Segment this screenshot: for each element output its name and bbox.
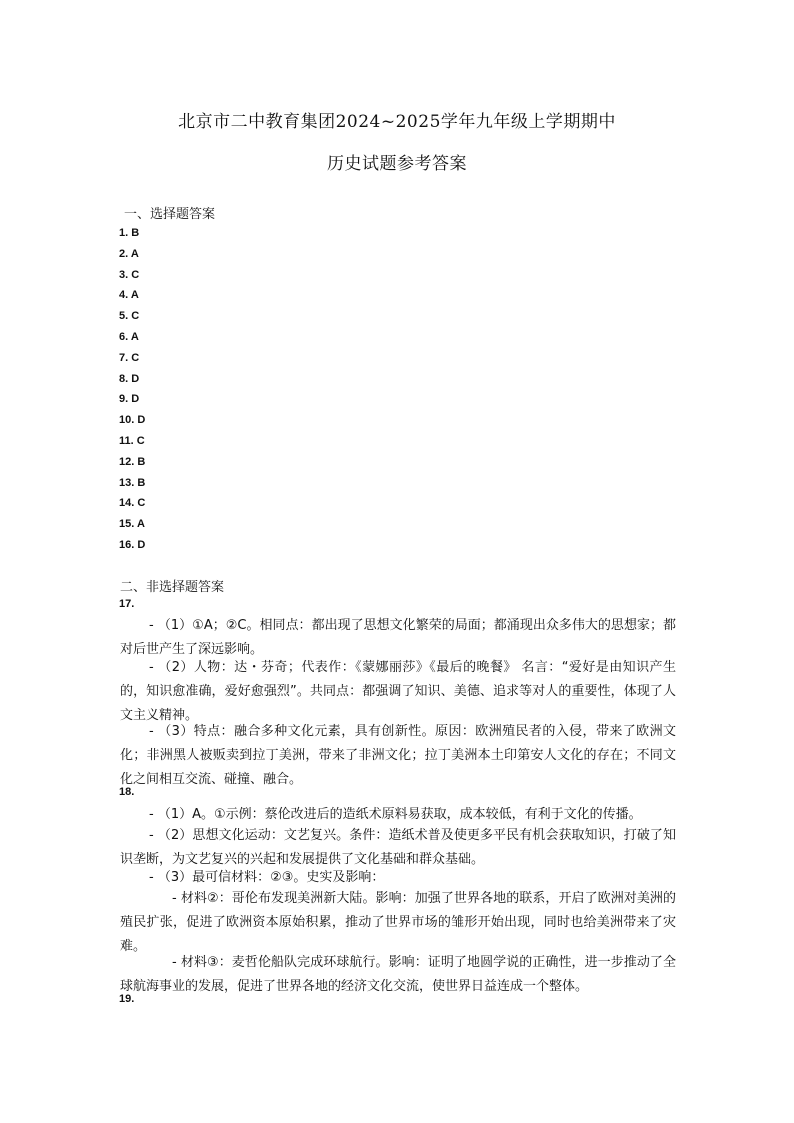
answer-item: 3. C [119, 268, 140, 281]
page-subtitle: 历史试题参考答案 [327, 154, 467, 174]
answer-item: 1. B [119, 227, 140, 239]
answer-item: 12. B [119, 455, 146, 468]
answer-item: 10. D [119, 414, 146, 427]
page-title: 北京市二中教育集团2024~2025学年九年级上学期期中 [178, 112, 616, 132]
section-heading-non-multiple-choice: 二、非选择题答案 [120, 580, 225, 595]
answer-item: 15. A [119, 518, 145, 531]
question-number-17: 17. [119, 598, 135, 610]
answer-paragraph-17-2: - （2）人物：达・芬奇；代表作：《蒙娜丽莎》《最后的晚餐》 名言：“爱好是由知识产生的，知识愈准确，爱好愈强烈”。共同点：都强调了知识、美德、追求等对人的重要性，体现了人文主义精神。 [120, 660, 676, 723]
answer-paragraph-18-3: - （3）最可信材料：②③。史实及影响： [149, 870, 385, 885]
section-heading-multiple-choice: 一、选择题答案 [124, 207, 216, 222]
answer-item: 13. B [119, 476, 146, 489]
answer-item: 16. D [119, 538, 146, 551]
answer-item: 9. D [119, 393, 140, 406]
answer-item: 8. D [119, 372, 140, 385]
answer-paragraph-18-material-2: - 材料②：哥伦布发现美洲新大陆。影响：加强了世界各地的联系，开启了欧洲对美洲的殖民扩张，促进了欧洲资本原始积累，推动了世界市场的雏形开始出现，同时也给美洲带来了灾难。 [120, 891, 676, 954]
answer-list [119, 223, 145, 556]
question-number-19: 19. [119, 993, 135, 1005]
question-number-18: 18. [119, 786, 135, 798]
answer-paragraph-18-2: - （2）思想文化运动：文艺复兴。条件：造纸术普及使更多平民有机会获取知识，打破了知识垄断，为文艺复兴的兴起和发展提供了文化基础和群众基础。 [120, 828, 676, 867]
answer-item: 5. C [119, 310, 140, 323]
answer-item: 7. C [119, 351, 140, 364]
answer-item: 2. A [119, 247, 139, 260]
answer-item: 4. A [119, 289, 139, 302]
answer-item: 14. C [119, 497, 146, 510]
answer-paragraph-18-1: - （1）A。①示例：蔡伦改进后的造纸术原料易获取，成本较低，有利于文化的传播。 [149, 807, 642, 822]
answer-item: 11. C [119, 434, 145, 447]
answer-item: 6. A [119, 330, 139, 343]
answer-paragraph-18-material-3: - 材料③：麦哲伦船队完成环球航行。影响：证明了地圆学说的正确性，进一步推动了全球航海事业的发展，促进了世界各地的经济文化交流，使世界日益连成一个整体。 [120, 955, 676, 994]
answer-paragraph-17-3: - （3）特点：融合多种文化元素，具有创新性。原因：欧洲殖民者的入侵，带来了欧洲文化；非洲黑人被贩卖到拉丁美洲，带来了非洲文化；拉丁美洲本土印第安人文化的存在；不同文化之间相互交流、碰撞、融合。 [120, 724, 676, 787]
answer-paragraph-17-1: - （1）①A；②C。相同点：都出现了思想文化繁荣的局面；都涌现出众多伟大的思想家；都对后世产生了深远影响。 [120, 618, 676, 657]
